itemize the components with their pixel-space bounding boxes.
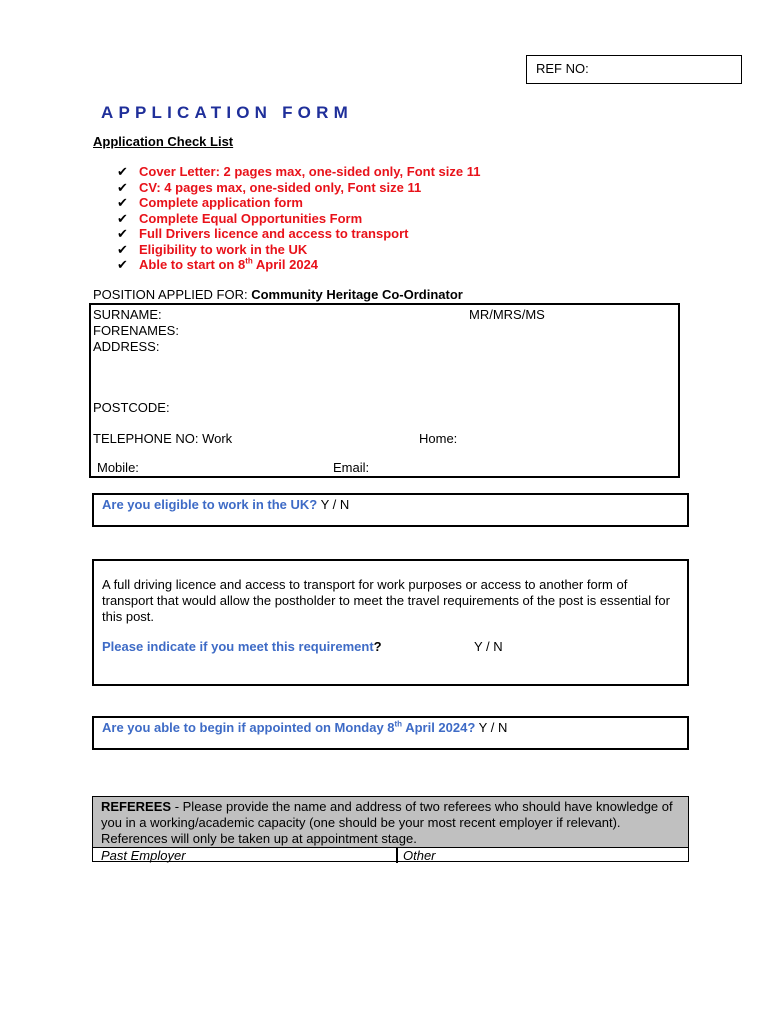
form-title: APPLICATION FORM — [101, 103, 353, 122]
checklist-item-text: Full Drivers licence and access to transport — [139, 226, 409, 241]
checklist-item — [117, 211, 480, 227]
check-icon: ✔ — [117, 226, 128, 241]
surname-label[interactable]: SURNAME: — [93, 307, 162, 322]
start-date-question-box[interactable] — [92, 716, 689, 750]
check-icon: ✔ — [117, 164, 128, 179]
ref-no-field[interactable] — [526, 55, 742, 84]
start-question-post: April 2024? — [402, 720, 476, 735]
telephone-work-label[interactable]: TELEPHONE NO: Work — [93, 431, 233, 446]
checklist-item-text: Cover Letter: 2 pages max, one-sided only, Font size 11 — [139, 164, 481, 179]
eligibility-answer[interactable]: Y / N — [317, 497, 350, 512]
position-applied — [93, 287, 463, 302]
referees-instructions — [101, 799, 681, 847]
start-date-year: April 2024 — [252, 257, 319, 272]
forenames-label[interactable]: FORENAMES: — [93, 323, 179, 338]
ordinal-suffix: th — [245, 256, 253, 266]
start-question-suffix: th — [394, 719, 403, 729]
title-options-label[interactable]: MR/MRS/MS — [469, 307, 545, 322]
check-icon: ✔ — [117, 195, 128, 210]
checklist-item — [117, 226, 480, 242]
eligibility-question-box[interactable] — [92, 493, 689, 527]
checklist-item — [117, 257, 480, 273]
checklist-item — [117, 164, 480, 180]
checklist-item-text: Complete Equal Opportunities Form — [139, 210, 363, 226]
check-icon: ✔ — [117, 257, 128, 272]
checklist-item-text — [139, 257, 318, 272]
checklist-item — [117, 180, 480, 196]
check-icon: ✔ — [117, 241, 128, 257]
email-label[interactable]: Email: — [333, 460, 370, 475]
checklist-item-text: Eligibility to work in the UK — [139, 241, 308, 257]
checklist-item-text: CV: 4 pages max, one-sided only, Font size 11 — [139, 179, 422, 195]
position-label: POSITION APPLIED FOR: — [93, 287, 248, 302]
personal-details-box — [89, 303, 680, 478]
start-date-answer[interactable]: Y / N — [475, 720, 508, 735]
referees-section — [92, 796, 689, 862]
check-icon: ✔ — [117, 179, 128, 195]
licence-question-text: Please indicate if you meet this requirement — [102, 639, 374, 654]
home-phone-label[interactable]: Home: — [419, 431, 458, 446]
checklist-item — [117, 195, 480, 211]
postcode-label[interactable]: POSTCODE: — [93, 400, 170, 415]
licence-answer[interactable]: Y / N — [474, 639, 503, 654]
referee-past-employer-cell[interactable]: Past Employer — [101, 848, 186, 863]
check-icon: ✔ — [117, 210, 128, 226]
eligibility-question-text: Are you eligible to work in the UK? — [102, 497, 318, 512]
licence-question — [102, 639, 382, 654]
column-divider — [396, 848, 398, 863]
checklist-heading: Application Check List — [93, 134, 234, 149]
start-question-pre: Are you able to begin if appointed on Monday 8 — [102, 720, 395, 735]
referees-text: - Please provide the name and address of two referees who should have knowledge of you in a working/academic capacity (one should be your most recent employer if relevant). References will only be taken up at appointment stage. — [101, 799, 673, 846]
referee-other-cell[interactable]: Other — [403, 848, 436, 863]
start-date-question-text — [102, 720, 475, 735]
start-date-text: Able to start on 8 — [139, 257, 246, 272]
checklist-item-text: Complete application form — [139, 195, 303, 210]
address-label[interactable]: ADDRESS: — [93, 339, 160, 354]
eligibility-question — [102, 497, 349, 512]
position-value: Community Heritage Co-Ordinator — [251, 287, 463, 302]
licence-question-box — [92, 559, 689, 686]
referees-row — [93, 847, 688, 862]
referees-heading: REFEREES — [101, 799, 172, 814]
licence-question-mark: ? — [373, 639, 382, 654]
ref-no-label: REF NO: — [536, 61, 589, 76]
start-date-question — [102, 720, 507, 735]
licence-paragraph: A full driving licence and access to transport for work purposes or access to another form of transport that would allow the postholder to meet the travel requirements of the post is essential for this post. — [102, 577, 670, 624]
mobile-label[interactable]: Mobile: — [97, 460, 139, 475]
checklist — [117, 164, 480, 273]
checklist-item — [117, 242, 480, 258]
